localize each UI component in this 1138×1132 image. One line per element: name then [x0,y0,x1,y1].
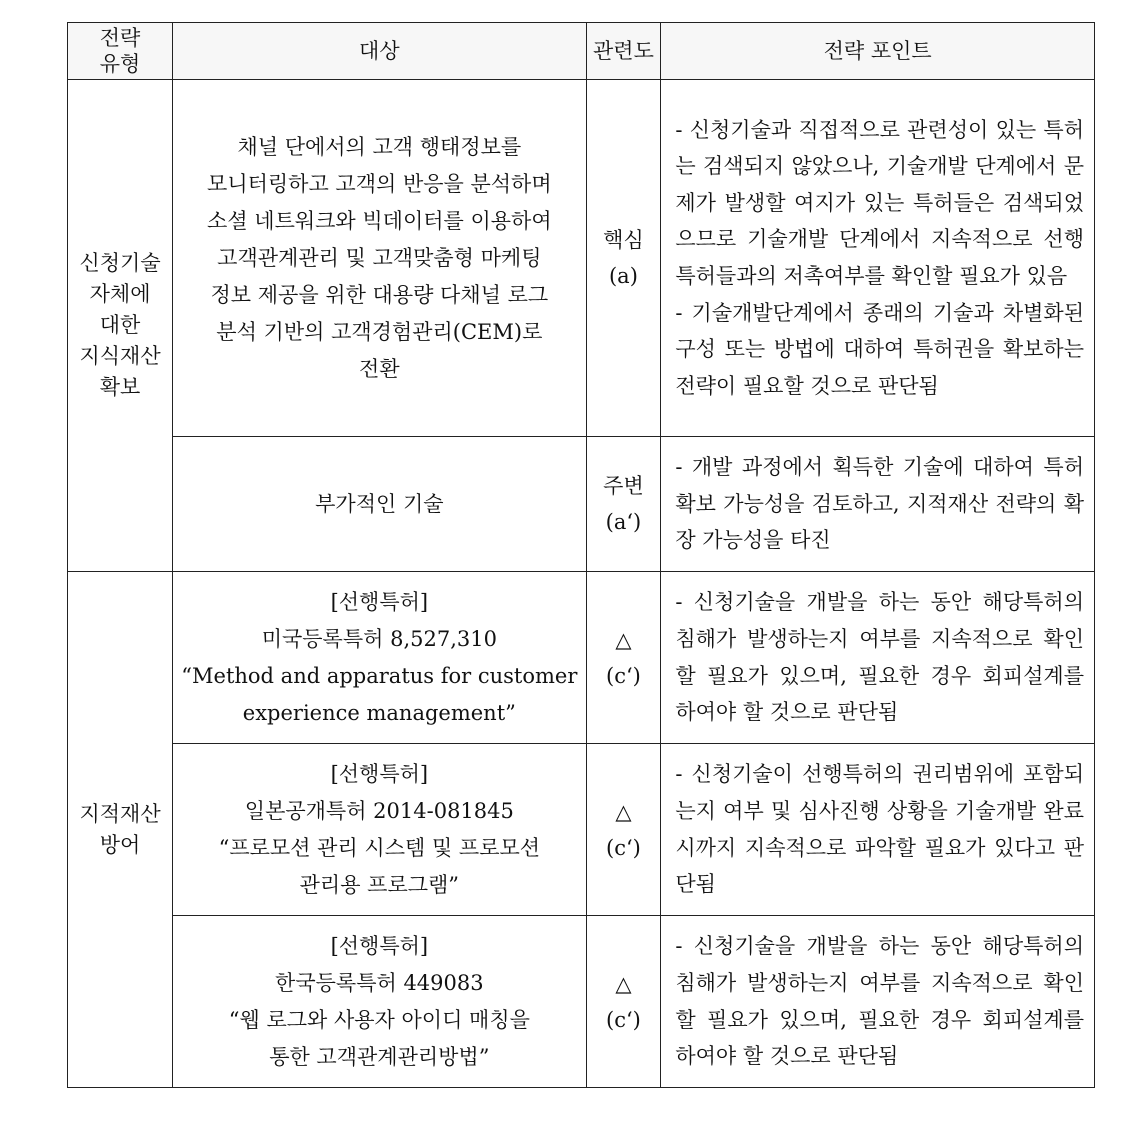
table-row [68,80,1095,437]
header-row [68,23,1095,80]
header-relevance: 관련도 [586,23,661,80]
header-strategy-type [68,23,173,80]
target-line: experience management” [242,700,516,725]
relevance-label: △ [615,799,632,824]
strategy-type-cell [68,572,173,1088]
target-line: “Method and apparatus for customer [181,663,578,688]
target-line: 모니터링하고 고객의 반응을 분석하며 [207,171,552,196]
table-row [68,572,1095,744]
relevance-label: △ [615,627,632,652]
strategy-point-cell [661,916,1095,1088]
strategy-point-text: - 기술개발단계에서 종래의 기술과 차별화된 구성 또는 방법에 대하여 특허권을 확보하는 전략이 필요할 것으로 판단됨 [675,300,1084,398]
target-line: [선행특허] [330,589,429,614]
relevance-code: (c‘) [606,835,641,860]
relevance-cell [586,80,661,437]
relevance-cell [586,744,661,916]
relevance-cell [586,916,661,1088]
target-cell [173,916,586,1088]
target-line: 미국등록특허 8,527,310 [261,626,497,651]
strategy-point-text: - 신청기술을 개발을 하는 동안 해당특허의 침해가 발생하는지 여부를 지속적으로 확인할 필요가 있으며, 필요한 경우 회피설계를 하여야 할 것으로 판단됨 [675,590,1084,725]
strategy-type-cell [68,80,173,572]
type-line: 지식재산 [79,344,161,368]
target-line: “웹 로그와 사용자 아이디 매칭을 [228,1007,530,1032]
type-line: 대한 [99,313,141,337]
strategy-point-cell [661,572,1095,744]
strategy-table [67,22,1095,1088]
relevance-label: 핵심 [603,228,644,252]
target-line: 통한 고객관계관리방법” [269,1044,490,1069]
target-line: 분석 기반의 고객경험관리(CEM)로 [216,319,543,344]
relevance-cell [586,437,661,572]
type-line: 자체에 [89,282,151,306]
relevance-code: (c‘) [606,1007,641,1032]
target-line: [선행특허] [330,761,429,786]
target-cell [173,744,586,916]
relevance-label: △ [615,971,632,996]
target-line: 소셜 네트워크와 빅데이터를 이용하여 [207,208,552,233]
strategy-point-cell [661,744,1095,916]
strategy-point-text: - 신청기술을 개발을 하는 동안 해당특허의 침해가 발생하는지 여부를 지속적으로 확인할 필요가 있으며, 필요한 경우 회피설계를 하여야 할 것으로 판단됨 [675,934,1084,1069]
target-cell [173,80,586,437]
table-row [68,916,1095,1088]
header-strategy-point: 전략 포인트 [661,23,1095,80]
strategy-point-text: - 신청기술이 선행특허의 권리범위에 포함되는지 여부 및 심사진행 상황을 기술개발 완료시까지 지속적으로 파악할 필요가 있다고 판단됨 [675,762,1084,897]
relevance-label: 주변 [603,474,644,498]
target-line: 고객관계관리 및 고객맞춤형 마케팅 [217,245,542,270]
target-line: 관리용 프로그램” [299,872,460,897]
table-row [68,744,1095,916]
header-type-line: 유형 [99,52,141,76]
strategy-point-text: - 신청기술과 직접적으로 관련성이 있는 특허는 검색되지 않았으나, 기술개발 단계에서 문제가 발생할 여지가 있는 특허들은 검색되었으므로 기술개발 단계에서 지속적으로 선행특허들과의 저촉여부를 확인할 필요가 있음 [675,117,1084,288]
header-target: 대상 [173,23,586,80]
header-type-line: 전략 [99,26,141,50]
target-line: 한국등록특허 449083 [275,970,484,995]
type-line: 방어 [99,832,141,857]
type-line: 지적재산 [79,801,161,826]
target-line: 일본공개특허 2014-081845 [244,798,514,823]
relevance-cell [586,572,661,744]
target-cell [173,437,586,572]
target-line: “프로모션 관리 시스템 및 프로모션 [218,835,541,860]
table-row [68,437,1095,572]
type-line: 확보 [99,375,141,399]
target-line: 정보 제공을 위한 대용량 다채널 로그 [210,282,549,307]
target-line: [선행특허] [330,933,429,958]
type-line: 신청기술 [79,251,161,275]
strategy-point-cell [661,80,1095,437]
strategy-point-cell [661,437,1095,572]
relevance-code: (a‘) [605,510,642,534]
strategy-point-text: - 개발 과정에서 획득한 기술에 대하여 특허 확보 가능성을 검토하고, 지적재산 전략의 확장 가능성을 타진 [675,455,1084,553]
relevance-code: (c‘) [606,663,641,688]
target-cell [173,572,586,744]
target-line: 전환 [359,356,400,381]
target-line: 부가적인 기술 [315,491,444,516]
relevance-code: (a) [608,264,638,288]
target-line: 채널 단에서의 고객 행태정보를 [237,134,522,159]
